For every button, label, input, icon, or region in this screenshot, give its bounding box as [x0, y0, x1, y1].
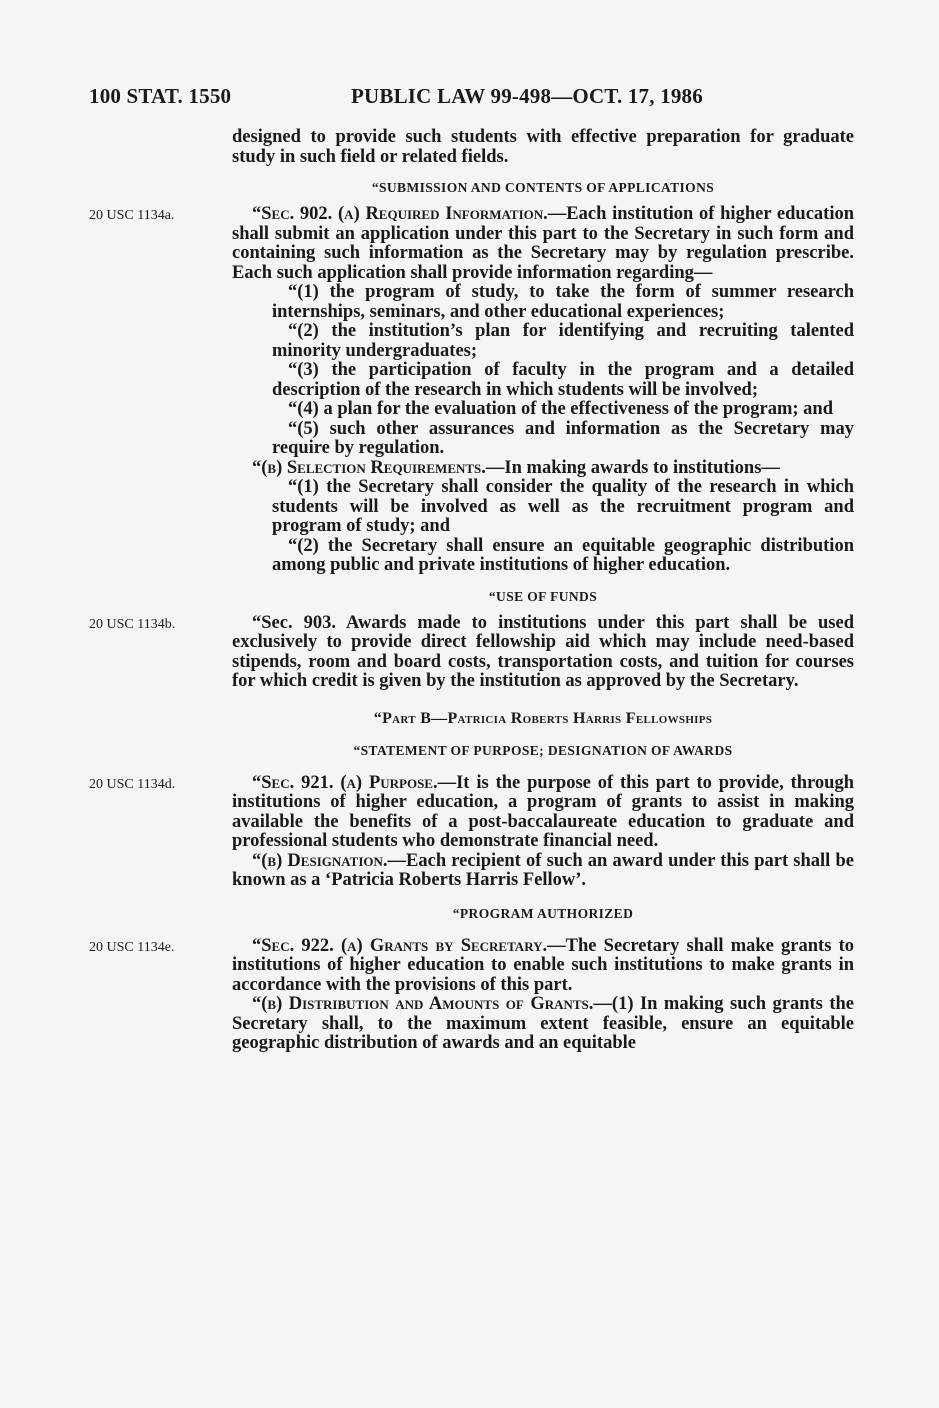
page-header [89, 84, 849, 114]
section-922a-text: —The Secretary shall make grants to institutions of higher education to enable such institutions to make grants in accordance with the provisions of this part. [232, 935, 854, 995]
usc-ref-1134e: 20 USC 1134e. [89, 939, 175, 955]
section-922a [89, 935, 854, 996]
section-921a-label: “Sec. 921. (a) Purpose. [252, 772, 438, 793]
section-902a-text: —Each institution of higher education shall submit an application under this part to the Secretary in such form and containing such information as the Secretary may by regulation prescribe. Each such application shall provide information regarding— [232, 204, 854, 283]
item-902a-2: “(2) the institution’s plan for identifying and recruiting talented minority undergraduates; [272, 321, 854, 361]
section-902a [89, 204, 854, 283]
law-title-date: PUBLIC LAW 99-498—OCT. 17, 1986 [351, 84, 703, 108]
section-903-text: “Sec. 903. Awards made to institutions under this part shall be used exclusively to provide direct fellowship aid which may include need-based stipends, room and board costs, transportation costs, and tuition for courses for which credit is given by the institution as approved by the Secretary. [232, 612, 854, 691]
item-902a-1: “(1) the program of study, to take the form of summer research internships, seminars, and other educational experiences; [272, 282, 854, 322]
section-921a [89, 772, 854, 852]
heading-program-authorized: “PROGRAM AUTHORIZED [452, 905, 634, 921]
section-902a-label: “Sec. 902. (a) Required Information. [252, 204, 548, 224]
heading-use-of-funds: “USE OF FUNDS [488, 588, 598, 604]
section-921a-text: —It is the purpose of this part to provide, through institutions of higher education, a program of grants to assist in making available the benefits of a post-baccalaureate education to graduate and professional students who demonstrate financial need. [232, 772, 854, 851]
section-902b [232, 459, 854, 479]
item-902b-2: “(2) the Secretary shall ensure an equitable geographic distribution among public and private institutions of higher education. [272, 535, 854, 575]
part-b-heading [232, 710, 854, 728]
section-922b-label: “(b) Distribution and Amounts of Grants. [252, 994, 594, 1014]
item-902a-3: “(3) the participation of faculty in the program and a detailed description of the research in which students will be involved; [272, 360, 854, 400]
section-921b [232, 852, 854, 891]
section-922a-label: “Sec. 922. (a) Grants by Secretary. [252, 935, 548, 956]
usc-ref-1134a: 20 USC 1134a. [89, 208, 175, 223]
item-902a-4: “(4) a plan for the evaluation of the effectiveness of the program; and [288, 399, 834, 419]
section-922b [232, 995, 854, 1054]
section-902b-label: “(b) Selection Requirements. [252, 457, 486, 478]
usc-ref-1134d: 20 USC 1134d. [89, 776, 176, 792]
part-b-title: “Part B—Patricia Roberts Harris Fellowships [373, 709, 713, 727]
usc-ref-1134b: 20 USC 1134b. [89, 616, 176, 632]
item-902a-5: “(5) such other assurances and information as the Secretary may require by regulation. [272, 418, 854, 458]
stat-page-number: 100 STAT. 1550 [89, 84, 232, 108]
heading-submission: “SUBMISSION AND CONTENTS OF APPLICATIONS [371, 180, 715, 195]
page-body [89, 127, 855, 1054]
item-902b-1: “(1) the Secretary shall consider the quality of the research in which students will be involved as well as the recruitment program and program of study; and [272, 477, 854, 536]
section-921b-text: —Each recipient of such an award under this part shall be known as a ‘Patricia Roberts Harris Fellow’. [232, 850, 854, 890]
section-903 [89, 612, 854, 692]
heading-statement-of-purpose: “STATEMENT OF PURPOSE; DESIGNATION OF AWARDS [353, 742, 733, 758]
intro-text: designed to provide such students with effective preparation for graduate study in such field or related fields. [232, 127, 854, 167]
section-921b-label: “(b) Designation. [252, 850, 388, 871]
section-922b-text: —(1) In making such grants the Secretary shall, to the maximum extent feasible, ensure an equitable geographic distribution of awards and an equitable [232, 994, 855, 1053]
section-902b-text: —In making awards to institutions— [485, 457, 780, 478]
